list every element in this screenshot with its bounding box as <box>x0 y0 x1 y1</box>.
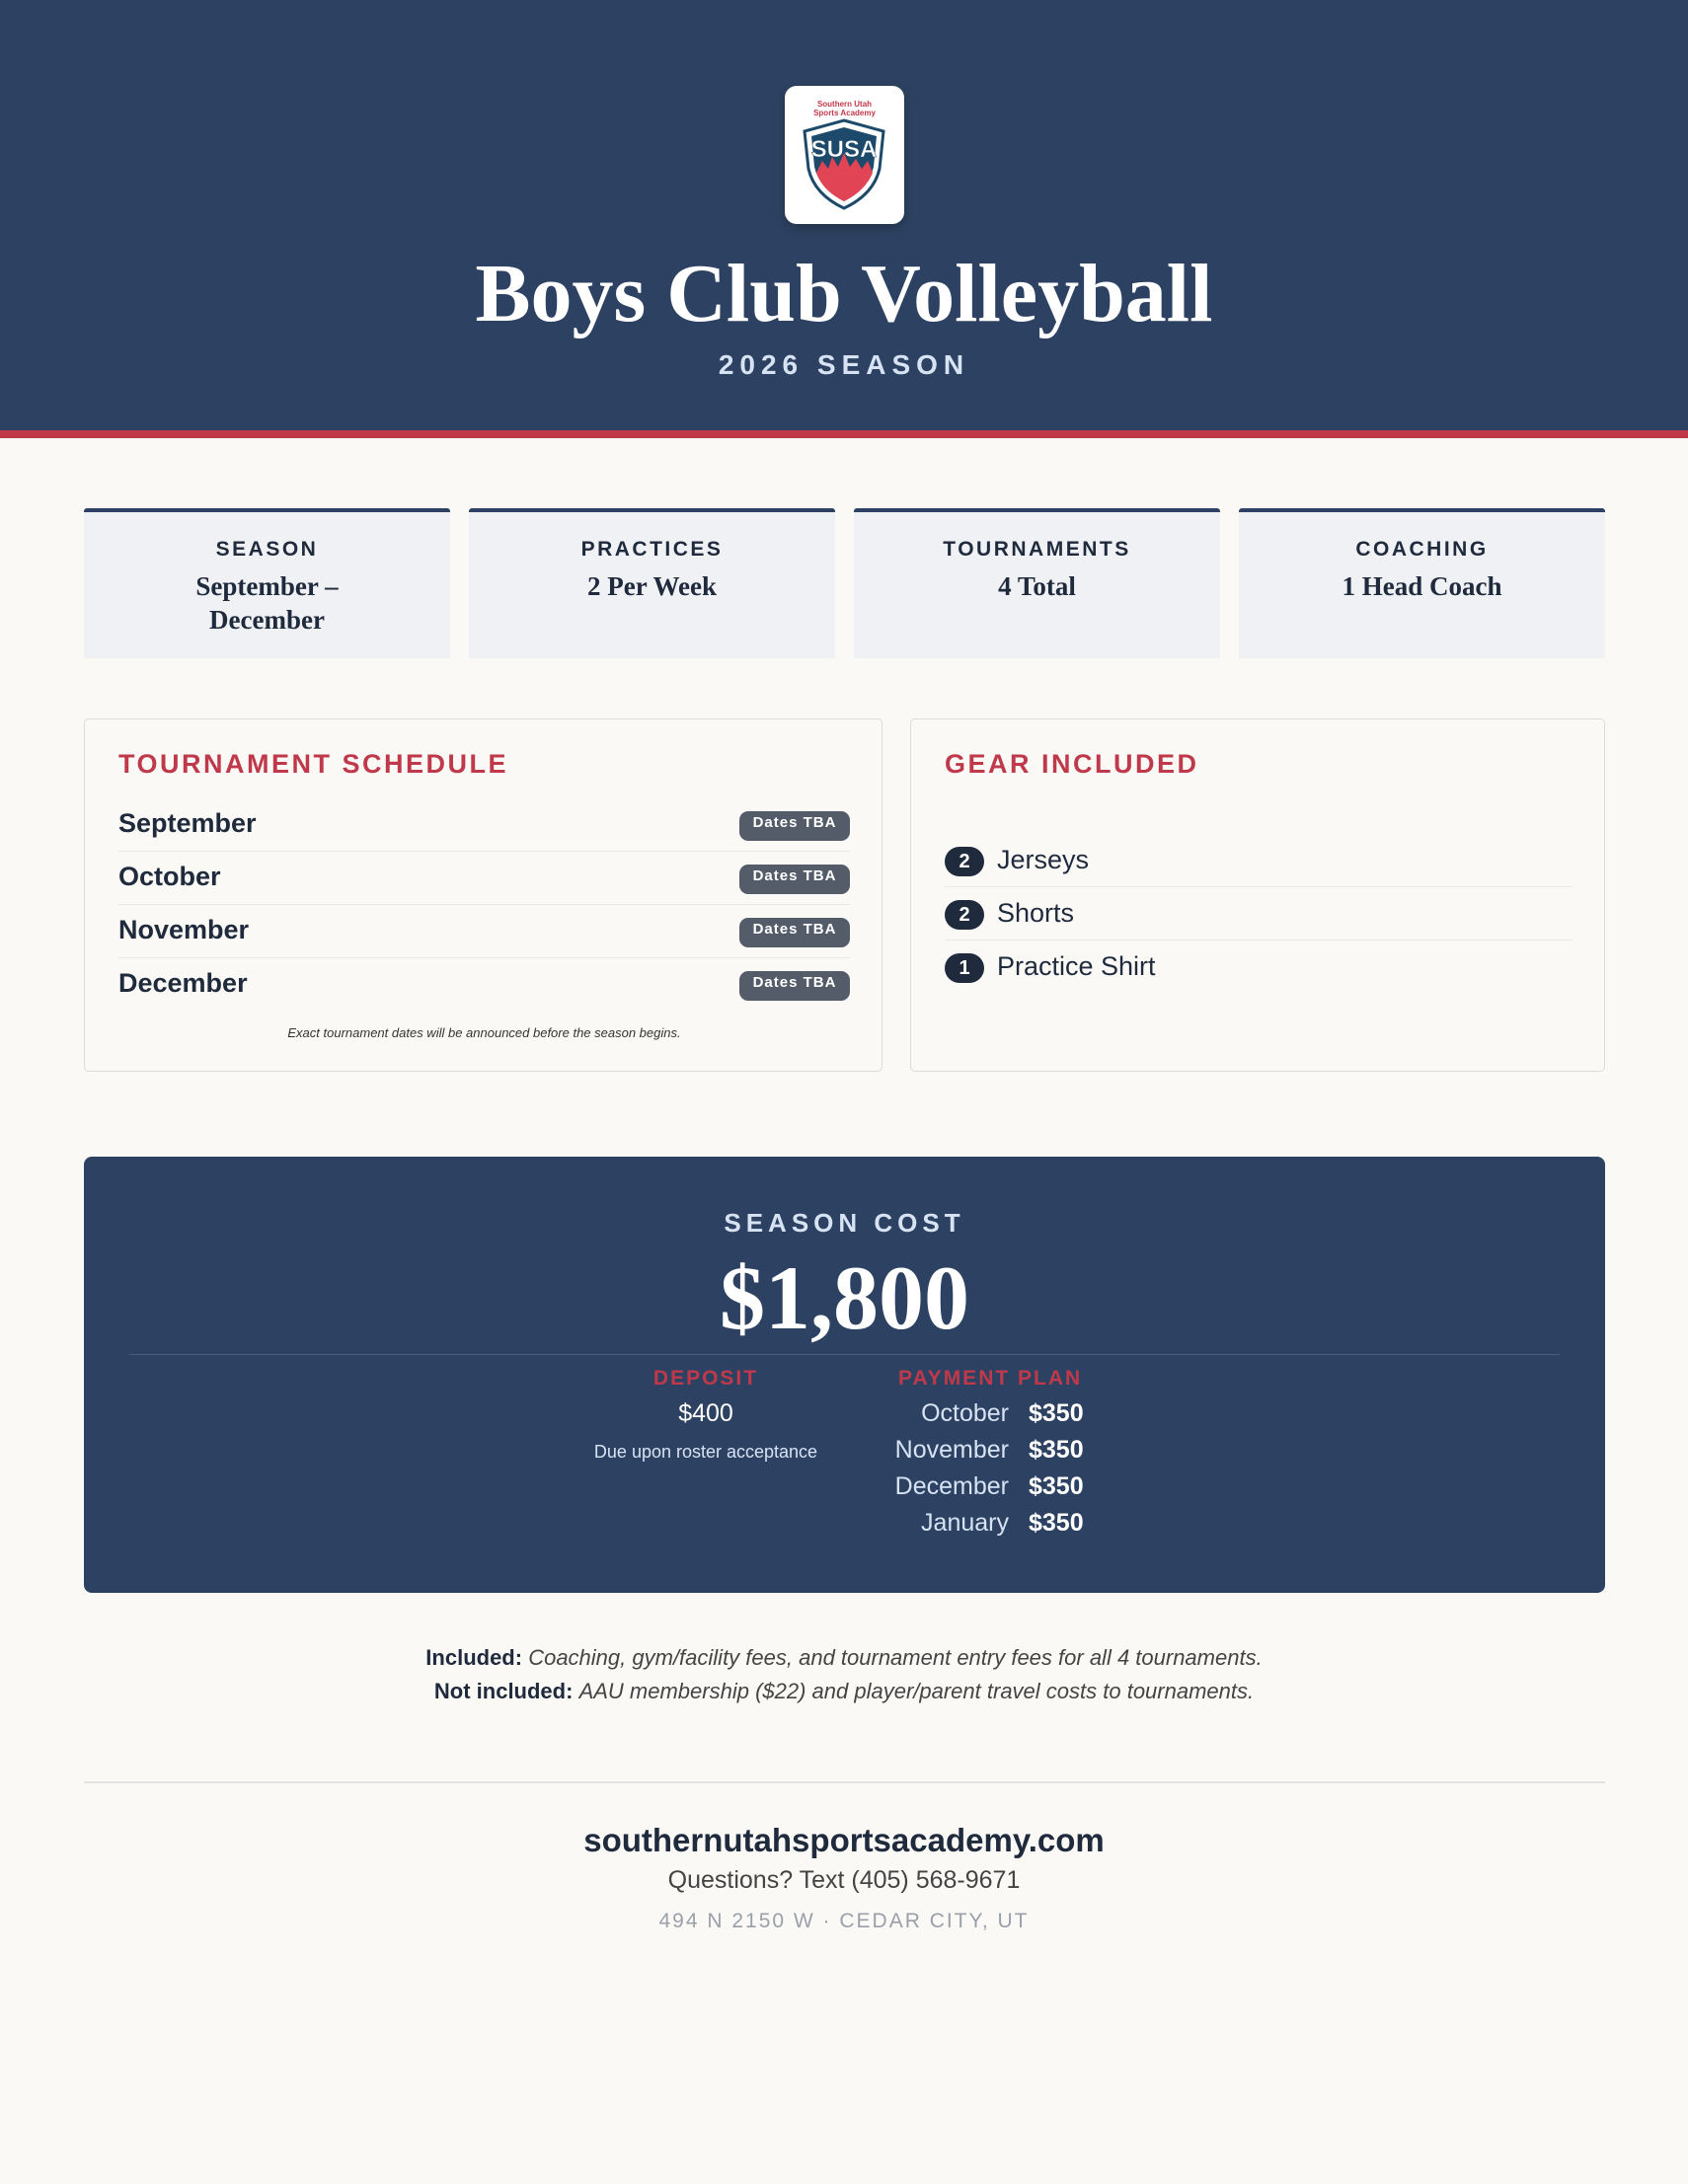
stat-card-practices <box>469 508 835 658</box>
payment-plan-row <box>883 1436 1298 1472</box>
plan-amount: $350 <box>1029 1509 1084 1537</box>
schedule-row <box>118 798 850 852</box>
gear-name: Jerseys <box>997 845 1090 874</box>
stat-value: 4 Total <box>998 571 1076 601</box>
included-text: Coaching, gym/facility fees, and tournament entry fees for all 4 tournaments. <box>528 1645 1263 1670</box>
logo-mark: SUSA <box>810 136 878 163</box>
tournament-schedule-card <box>84 718 882 1072</box>
schedule-row <box>118 958 850 1012</box>
stat-card-season <box>84 508 450 658</box>
schedule-month: November <box>118 915 250 944</box>
stat-value: 2 Per Week <box>587 571 717 601</box>
gear-included-card <box>910 718 1605 1072</box>
stat-card-coaching <box>1239 508 1605 658</box>
deposit-note: Due upon roster acceptance <box>593 1442 818 1462</box>
plan-amount: $350 <box>1029 1436 1084 1464</box>
gear-item <box>945 941 1573 994</box>
plan-month: October <box>921 1399 1009 1427</box>
gear-count-badge: 2 <box>945 900 984 930</box>
shield-icon <box>803 117 886 210</box>
footer-divider <box>84 1781 1605 1783</box>
stat-label: TOURNAMENTS <box>943 538 1131 561</box>
gear-title: GEAR INCLUDED <box>945 749 1199 779</box>
stat-label: COACHING <box>1355 538 1489 561</box>
cost-amount: $1,800 <box>720 1247 969 1348</box>
gear-name: Shorts <box>997 898 1075 928</box>
header-banner <box>0 0 1688 438</box>
stat-label: PRACTICES <box>580 538 724 561</box>
gear-count-badge: 2 <box>945 847 984 876</box>
payment-plan-row <box>883 1399 1298 1436</box>
schedule-title: TOURNAMENT SCHEDULE <box>118 749 509 779</box>
dates-badge: Dates TBA <box>739 811 850 841</box>
address: 494 N 2150 W · CEDAR CITY, UT <box>658 1910 1030 1932</box>
schedule-row <box>118 852 850 905</box>
not-included-label: Not included: <box>433 1679 574 1703</box>
deposit-amount: $400 <box>678 1399 733 1427</box>
stat-label: SEASON <box>215 538 319 561</box>
included-label: Included: <box>425 1645 523 1670</box>
not-included-line <box>0 1675 1688 1708</box>
contact-phone: Questions? Text (405) 568-9671 <box>667 1866 1021 1894</box>
cost-label: SEASON COST <box>724 1208 965 1238</box>
schedule-note: Exact tournament dates will be announced before the season begins. <box>287 1025 681 1040</box>
dates-badge: Dates TBA <box>739 918 850 947</box>
payment-plan-row <box>883 1509 1298 1545</box>
schedule-month: December <box>118 968 248 998</box>
website-link[interactable]: southernutahsportsacademy.com <box>583 1822 1105 1858</box>
gear-item <box>945 834 1573 887</box>
gear-name: Practice Shirt <box>997 951 1156 981</box>
deposit-title: DEPOSIT <box>652 1367 759 1390</box>
page-title: Boys Club Volleyball <box>475 248 1213 339</box>
logo <box>785 86 904 224</box>
payment-plan-title: PAYMENT PLAN <box>898 1367 1083 1390</box>
dates-badge: Dates TBA <box>739 865 850 894</box>
stat-card-tournaments <box>854 508 1220 658</box>
included-line <box>0 1641 1688 1675</box>
inclusion-notes <box>0 1641 1688 1708</box>
stat-value: September – December <box>195 571 339 635</box>
dates-badge: Dates TBA <box>739 971 850 1001</box>
stat-value: 1 Head Coach <box>1342 571 1502 601</box>
season-cost-panel <box>84 1157 1605 1593</box>
plan-month: December <box>894 1472 1009 1500</box>
cost-divider <box>129 1354 1560 1355</box>
gear-count-badge: 1 <box>945 953 984 983</box>
plan-amount: $350 <box>1029 1472 1084 1500</box>
logo-text: Southern Utah Sports Academy <box>813 100 876 117</box>
page-subtitle: 2026 SEASON <box>718 349 970 380</box>
not-included-text: AAU membership ($22) and player/parent travel costs to tournaments. <box>578 1679 1255 1703</box>
gear-item <box>945 887 1573 941</box>
plan-month: January <box>921 1509 1009 1537</box>
schedule-row <box>118 905 850 958</box>
schedule-month: September <box>118 808 257 838</box>
schedule-month: October <box>118 862 221 891</box>
plan-amount: $350 <box>1029 1399 1084 1427</box>
stats-row <box>84 508 1605 658</box>
payment-plan-row <box>883 1472 1298 1509</box>
plan-month: November <box>894 1436 1009 1464</box>
